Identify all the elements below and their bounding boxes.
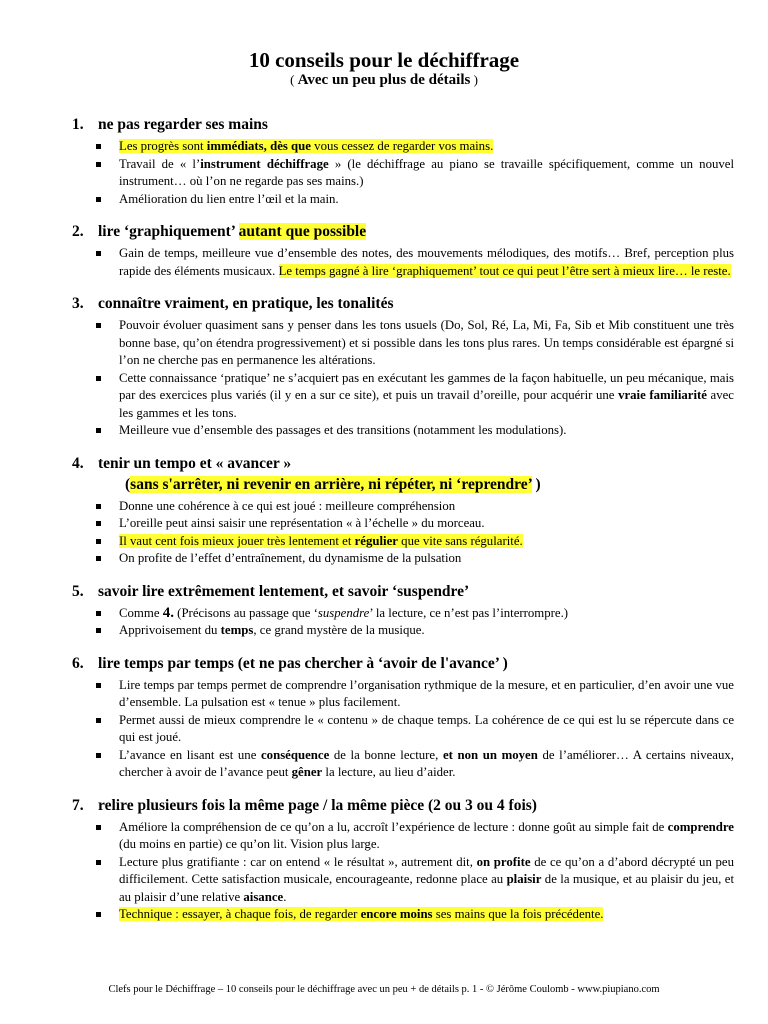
list-item: Comme 4. (Précisons au passage que ‘suspendre’ la lecture, ce n’est pas l’interrompre.)	[70, 605, 734, 623]
square-bullet-icon	[96, 504, 101, 509]
section-6	[70, 653, 734, 782]
section-number: 6.	[72, 654, 84, 672]
square-bullet-icon	[96, 428, 101, 433]
highlight: Technique : essayer, à chaque fois, de regarder encore moins ses mains que la fois précédente.	[119, 907, 604, 921]
section-number: 5.	[72, 582, 84, 600]
section-5	[70, 581, 734, 640]
section-title-highlight: autant que possible	[238, 223, 367, 240]
list-item	[70, 906, 734, 924]
square-bullet-icon	[96, 628, 101, 633]
section-number: 4.	[72, 454, 84, 472]
subtitle-open-paren: (	[290, 72, 298, 87]
section-title: lire ‘graphiquement’	[98, 223, 239, 240]
list-item	[70, 138, 734, 156]
list-item: Amélioration du lien entre l’œil et la main.	[70, 191, 734, 209]
highlight: Il vaut cent fois mieux jouer très lentement et régulier que vite sans régularité.	[119, 533, 523, 548]
list-item: L’avance en lisant est une conséquence de la bonne lecture, et non un moyen de l’améliorer… A certains niveaux, chercher à avoir de l’avance peut gêner la lecture, au lieu d’aider.	[70, 747, 734, 782]
section-number: 2.	[72, 223, 84, 240]
subtitle-close-paren: )	[470, 72, 478, 87]
section-heading	[70, 293, 734, 314]
square-bullet-icon	[96, 860, 101, 865]
section-3	[70, 293, 734, 440]
highlight: Le temps gagné à lire ‘graphiquement’ tout ce qui peut l’être sert à mieux lire… le reste.	[278, 263, 731, 278]
square-bullet-icon	[96, 556, 101, 561]
section-heading	[70, 581, 734, 602]
advice-list	[70, 114, 734, 937]
highlight: Les progrès sont immédiats, dès que vous cessez de regarder vos mains.	[119, 139, 494, 153]
square-bullet-icon	[96, 718, 101, 723]
list-item: Permet aussi de mieux comprendre le « contenu » de chaque temps. La cohérence de ce qui est lu se répercute dans ce qui est joué.	[70, 712, 734, 747]
list-item	[70, 533, 734, 551]
section-title: lire temps par temps (et ne pas chercher à ‘avoir de l'avance’ )	[98, 654, 508, 672]
square-bullet-icon	[96, 162, 101, 167]
square-bullet-icon	[96, 539, 101, 544]
section-1	[70, 114, 734, 208]
section-title: connaître vraiment, en pratique, les tonalités	[98, 295, 394, 312]
section-subheading: (sans s'arrêter, ni revenir en arrière, ni répéter, ni ‘reprendre’ )	[125, 475, 541, 493]
list-item: Lecture plus gratifiante : car on entend « le résultat », autrement dit, on profite de ce qu’on a d’abord décrypté un peu difficilement. Cette satisfaction musicale, encourageante, redonne place au plaisir de la musique, et au plaisir du jeu, et au plaisir d’une relative aisance.	[70, 854, 734, 907]
list-item: On profite de l’effet d’entraînement, du dynamisme de la pulsation	[70, 550, 734, 568]
section-subheading-highlight: sans s'arrêter, ni revenir en arrière, ni répéter, ni ‘reprendre’	[130, 475, 532, 493]
list-item: Meilleure vue d’ensemble des passages et des transitions (notamment les modulations).	[70, 422, 734, 440]
section-number: 1.	[72, 116, 84, 133]
list-item: Apprivoisement du temps, ce grand mystère de la musique.	[70, 622, 734, 640]
section-4	[70, 453, 734, 568]
section-title: tenir un tempo et « avancer »	[98, 454, 292, 472]
list-item: Cette connaissance ‘pratique’ ne s’acquiert pas en exécutant les gammes de la façon habituelle, un peu mécanique, mais par des exercices plus variés (il y en a sur ce site), et puis un travail d’oreille, pour acquérir une vraie familiarité avec les gammes et les tons.	[70, 370, 734, 423]
section-title: relire plusieurs fois la même page / la même pièce (2 ou 3 ou 4 fois)	[98, 796, 537, 814]
section-2	[70, 221, 734, 280]
subtitle-text: Avec un peu plus de détails	[297, 72, 471, 88]
section-heading	[70, 795, 734, 816]
square-bullet-icon	[96, 825, 101, 830]
square-bullet-icon	[96, 376, 101, 381]
list-item: Donne une cohérence à ce qui est joué : meilleure compréhension	[70, 498, 734, 516]
square-bullet-icon	[96, 144, 101, 149]
list-item: Gain de temps, meilleure vue d’ensemble des notes, des mouvements mélodiques, des motifs… Bref, perception plus rapide des éléments musicaux. Le temps gagné à lire ‘graphiquement’ tout ce qui peut l’être sert à mieux lire… le reste.	[70, 245, 734, 280]
section-number: 7.	[72, 796, 84, 814]
section-title: savoir lire extrêmement lentement, et savoir ‘suspendre’	[98, 582, 470, 600]
page-subtitle	[0, 72, 768, 89]
list-item: Améliore la compréhension de ce qu’on a lu, accroît l’expérience de lecture : donne goût au simple fait de comprendre (du moins en partie) ce qu’on lit. Vision plus large.	[70, 819, 734, 854]
square-bullet-icon	[96, 611, 101, 616]
list-item: Travail de « l’instrument déchiffrage » (le déchiffrage au piano se travaille spécifiquement, comme un nouvel instrument… où l’on ne regarde pas ses mains.)	[70, 156, 734, 191]
list-item: Lire temps par temps permet de comprendre l’organisation rythmique de la mesure, et en particulier, d’en avoir une vue d’ensemble. La pulsation est « tenue » plus facilement.	[70, 677, 734, 712]
section-7	[70, 795, 734, 924]
section-heading	[70, 114, 734, 135]
square-bullet-icon	[96, 521, 101, 526]
section-number: 3.	[72, 295, 84, 312]
square-bullet-icon	[96, 753, 101, 758]
section-heading	[70, 221, 734, 242]
list-item: L’oreille peut ainsi saisir une représentation « à l’échelle » du morceau.	[70, 515, 734, 533]
section-heading	[70, 453, 734, 474]
square-bullet-icon	[96, 323, 101, 328]
section-title: ne pas regarder ses mains	[98, 116, 268, 133]
section-heading	[70, 653, 734, 674]
page-title: 10 conseils pour le déchiffrage	[248, 48, 520, 72]
square-bullet-icon	[96, 683, 101, 688]
list-item: Pouvoir évoluer quasiment sans y penser dans les tons usuels (Do, Sol, Ré, La, Mi, Fa, Sib et Mib constituent une très bonne base, qu’on étendra progressivement) et si possible dans les tons plus rares. Un temps considérable est épargné si l’on ne cherche pas en permanence les altérations.	[70, 317, 734, 370]
square-bullet-icon	[96, 912, 101, 917]
square-bullet-icon	[96, 251, 101, 256]
page-footer: Clefs pour le Déchiffrage – 10 conseils pour le déchiffrage avec un peu + de détails p. 1 - © Jérôme Coulomb - www.piupiano.com	[108, 984, 660, 995]
square-bullet-icon	[96, 197, 101, 202]
